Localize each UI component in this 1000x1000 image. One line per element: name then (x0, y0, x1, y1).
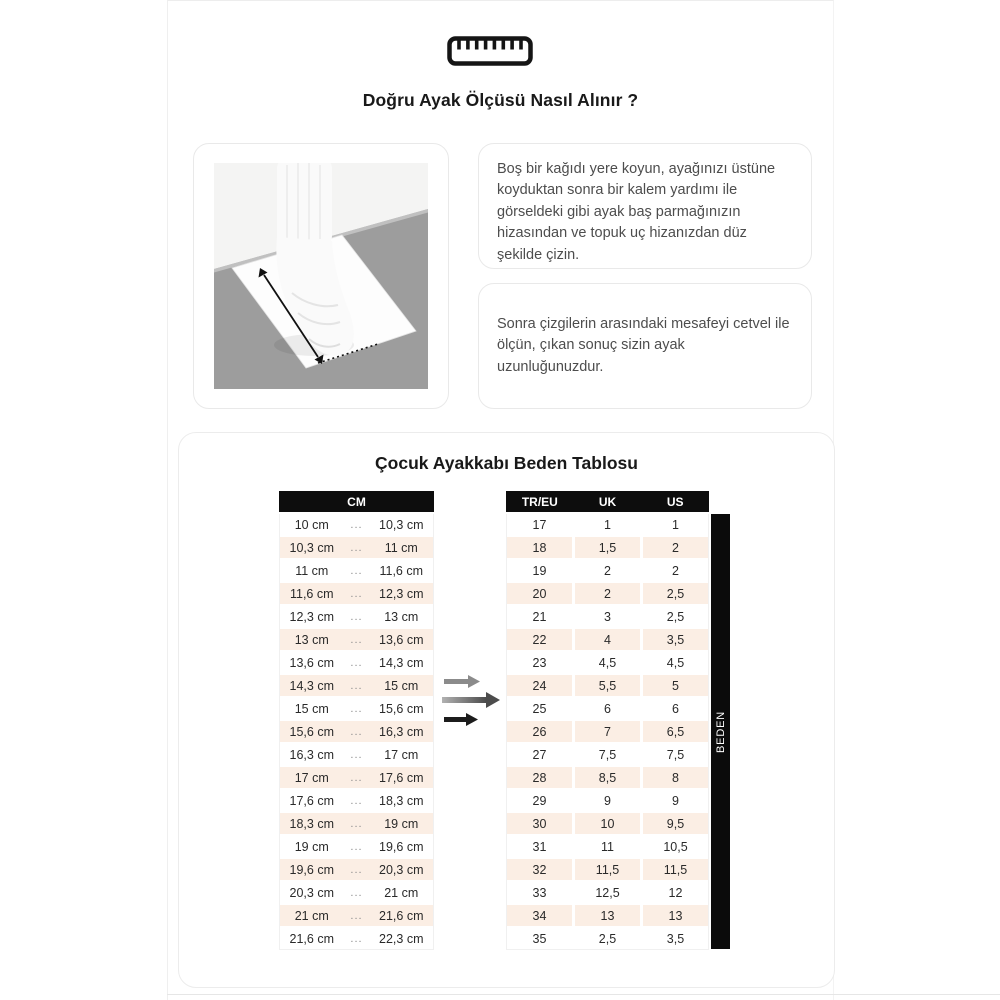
ruler-icon (447, 36, 533, 66)
size-header-treu: TR/EU (521, 494, 558, 509)
cm-table-row: 17,6 cm ... 18,3 cm (280, 790, 433, 811)
size-chart-title: Çocuk Ayakkabı Beden Tablosu (375, 453, 638, 473)
size-table-row: 17 1 1 (507, 514, 708, 535)
size-table-row: 24 5,5 5 (507, 675, 708, 696)
instruction-card-1 (478, 143, 812, 269)
beden-side-bar (711, 514, 730, 949)
size-table-row: 29 9 9 (507, 790, 708, 811)
size-table-row: 33 12,5 12 (507, 882, 708, 903)
size-table-row: 22 4 3,5 (507, 629, 708, 650)
cm-table-row: 13,6 cm ... 14,3 cm (280, 652, 433, 673)
beden-label: BEDEN (714, 710, 727, 753)
cm-table-row: 15 cm ... 15,6 cm (280, 698, 433, 719)
cm-table-row: 10,3 cm ... 11 cm (280, 537, 433, 558)
cm-table (279, 491, 434, 950)
cm-table-header (279, 491, 434, 512)
size-header-us: US (666, 494, 684, 509)
cm-table-row: 10 cm ... 10,3 cm (280, 514, 433, 535)
size-table-row: 20 2 2,5 (507, 583, 708, 604)
size-table-row: 26 7 6,5 (507, 721, 708, 742)
cm-table-row: 13 cm ... 13,6 cm (280, 629, 433, 650)
size-table-row: 19 2 2 (507, 560, 708, 581)
page-title: Doğru Ayak Ölçüsü Nasıl Alınır ? (362, 90, 639, 110)
size-table-row: 27 7,5 7,5 (507, 744, 708, 765)
cm-table-row: 19,6 cm ... 20,3 cm (280, 859, 433, 880)
cm-table-row: 20,3 cm ... 21 cm (280, 882, 433, 903)
instruction-step-2: Sonra çizgilerin arasındaki mesafeyi cetvel ile ölçün, çıkan sonuç sizin ayak uzunluğunuzdur. (497, 315, 790, 375)
instruction-step-1: Boş bir kağıdı yere koyun, ayağınızı üstüne koyduktan sonra bir kalem yardımı ile görseldeki gibi ayak baş parmağınızın hizasından ve topuk uç hizanızdan düz şekilde çizin. (497, 161, 776, 263)
cm-table-row: 11 cm ... 11,6 cm (280, 560, 433, 581)
cm-table-row: 14,3 cm ... 15 cm (280, 675, 433, 696)
size-table-row: 23 4,5 4,5 (507, 652, 708, 673)
cm-table-row: 21,6 cm ... 22,3 cm (280, 928, 433, 949)
cm-table-row: 17 cm ... 17,6 cm (280, 767, 433, 788)
size-table-row: 21 3 2,5 (507, 606, 708, 627)
size-table (506, 491, 709, 950)
size-header-uk: UK (598, 494, 617, 509)
cm-table-body (279, 514, 434, 950)
cm-table-row: 12,3 cm ... 13 cm (280, 606, 433, 627)
bottom-divider (167, 994, 1000, 995)
size-table-header (506, 491, 709, 512)
size-table-body (506, 514, 709, 950)
arrows-icon (442, 671, 506, 735)
cm-table-row: 16,3 cm ... 17 cm (280, 744, 433, 765)
size-chart-card (178, 432, 835, 988)
size-table-row: 34 13 13 (507, 905, 708, 926)
cm-table-row: 19 cm ... 19,6 cm (280, 836, 433, 857)
cm-table-row: 15,6 cm ... 16,3 cm (280, 721, 433, 742)
instruction-card-2 (478, 283, 812, 409)
size-table-row: 31 11 10,5 (507, 836, 708, 857)
cm-table-row: 11,6 cm ... 12,3 cm (280, 583, 433, 604)
cm-table-row: 18,3 cm ... 19 cm (280, 813, 433, 834)
cm-header-label: CM (347, 494, 366, 509)
size-table-row: 32 11,5 11,5 (507, 859, 708, 880)
foot-on-paper-image (214, 163, 428, 389)
size-table-row: 28 8,5 8 (507, 767, 708, 788)
size-table-row: 25 6 6 (507, 698, 708, 719)
cm-table-row: 21 cm ... 21,6 cm (280, 905, 433, 926)
foot-measurement-photo-card (193, 143, 449, 409)
size-table-row: 35 2,5 3,5 (507, 928, 708, 949)
size-table-row: 30 10 9,5 (507, 813, 708, 834)
size-table-row: 18 1,5 2 (507, 537, 708, 558)
